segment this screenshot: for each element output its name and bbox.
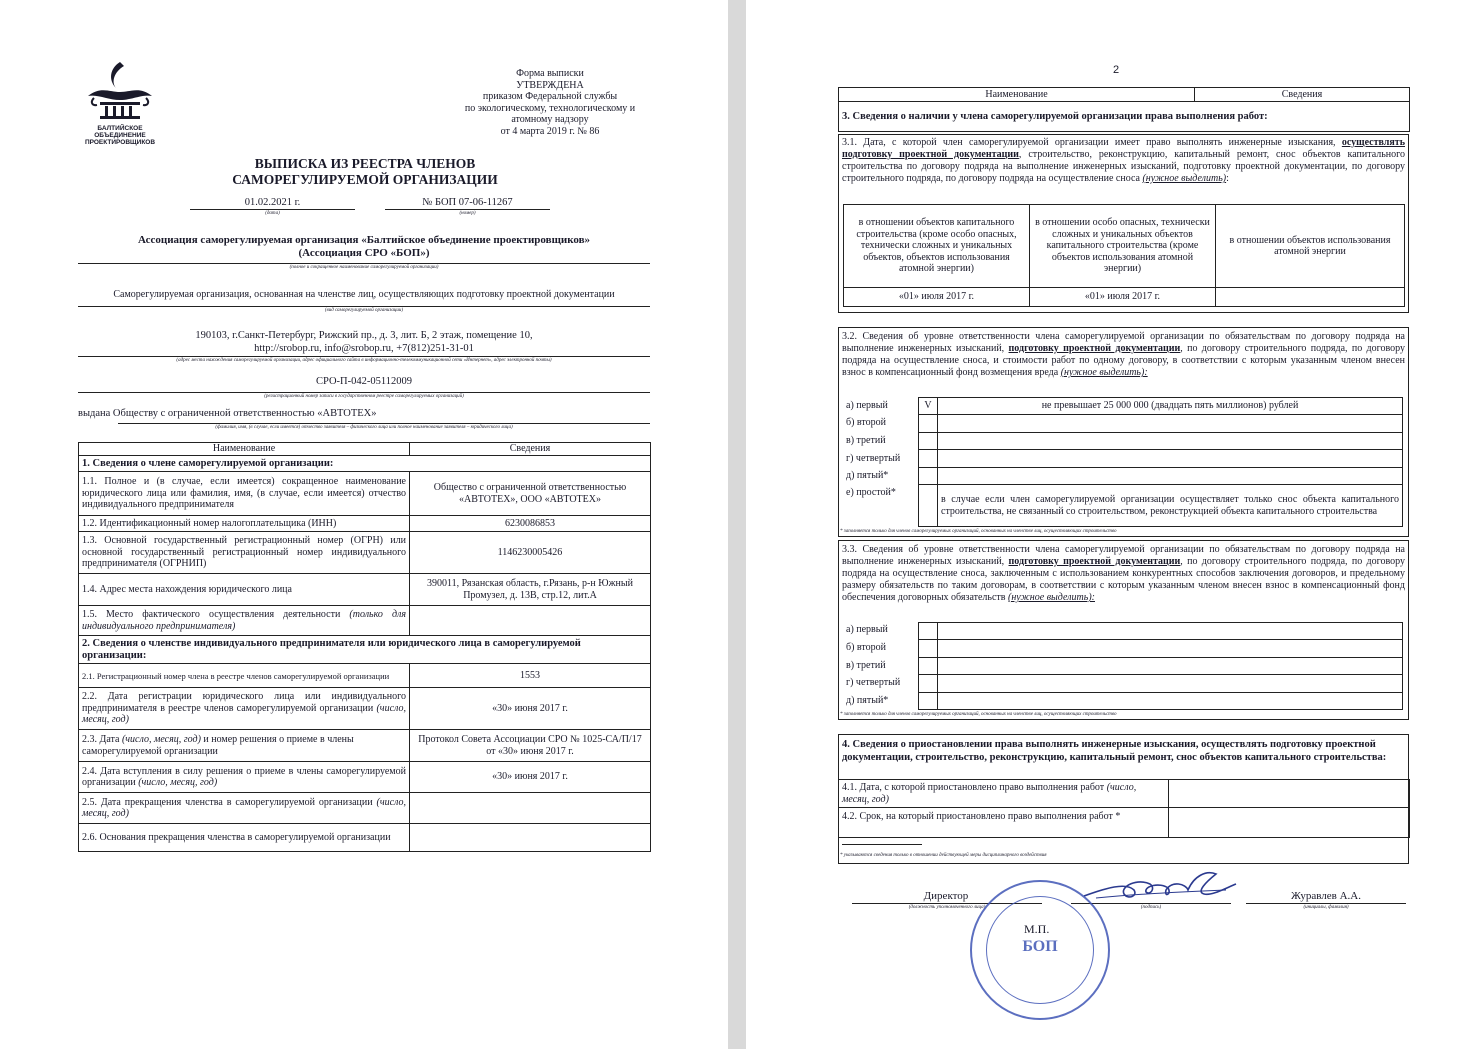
section-title: 3. Сведения о наличии у члена саморегулируемой организации права выполнения работ:	[839, 102, 1410, 132]
logo	[80, 58, 160, 152]
page-two	[746, 0, 1484, 1049]
row-value	[1169, 780, 1410, 808]
row-value	[1169, 808, 1410, 838]
paragraph-text: 3.3. Сведения об уровне ответственности члена саморегулируемой организации по обязательствам по договору подряда на выполнение инженерных изысканий,	[842, 544, 1405, 567]
form-approval	[440, 68, 660, 137]
row-label-text: 2.3. Дата	[82, 734, 120, 745]
row-value: 390011, Рязанская область, г.Рязань, р-н Южный Промузел, д. 13В, стр.12, лит.А	[410, 574, 651, 606]
level-option: е) простой*	[846, 487, 896, 498]
level-value	[938, 623, 1403, 640]
level-mark: V	[919, 398, 938, 415]
level-mark	[919, 415, 938, 433]
level-value	[938, 415, 1403, 433]
paragraph-text: , по договору строительного подряда, по договору подряда на осуществление сноса, заключенным с использованием конкурентных способов заключения договоров, и предельному размеру обязательств по таким договорам, в соответствии с которым указанным членом внесен взнос в компенсационный фонд обеспечения договорных обязательств	[842, 556, 1406, 603]
issued-to-name: Обществу с ограниченной ответственностью «АВТОТЕХ»	[112, 408, 377, 419]
table-row	[79, 793, 651, 824]
row-label-text: и номер решения о приеме в члены саморегулируемой организации	[82, 734, 354, 757]
table-row	[79, 664, 651, 688]
organization-type-caption: (вид саморегулируемой организации)	[324, 308, 404, 313]
level-value	[938, 450, 1403, 468]
issue-date: 01.02.2021 г.	[244, 197, 301, 208]
contract-level-table	[918, 622, 1403, 710]
row-label	[79, 762, 410, 793]
level-mark	[919, 450, 938, 468]
paragraph-text: 3.1. Дата, с которой член саморегулируемой организации имеет право выполнять инженерные изыскания,	[842, 137, 1336, 148]
row-value	[410, 824, 651, 852]
highlighted-text: осуществлять подготовку проектной документации	[842, 137, 1406, 160]
column-header: Сведения	[410, 443, 651, 456]
seal-center-text: БОП	[1022, 938, 1058, 955]
table-row	[79, 824, 651, 852]
row-label-text: 2.2. Дата регистрации юридического лица или индивидуального предпринимателя в реестре членов саморегулируемой организации	[82, 691, 406, 714]
signature-caption: (подпись)	[1140, 905, 1162, 910]
level-table	[918, 397, 1403, 527]
row-label: 1.1. Полное и (в случае, если имеется) сокращенное наименование юридического лица или фамилия, имя, (в случае, если имеется) отчество индивидуального предпринимателя	[79, 472, 410, 516]
row-label: 1.3. Основной государственный регистрационный номер (ОГРН) или основной государственный регистрационный номер индивидуального предпринимателя (ОГРНИП)	[79, 532, 410, 574]
highlighted-text: подготовку проектной документации	[1008, 556, 1181, 567]
address-caption: (адрес места нахождения саморегулируемой организации, адрес официального сайта в информационно-телекоммуникационной сети «Интернет», адрес электронной почты)	[176, 358, 552, 363]
row-label: 2.1. Регистрационный номер члена в реестре членов саморегулируемой организации	[79, 664, 410, 688]
row-label: 1.4. Адрес места нахождения юридического лица	[79, 574, 410, 606]
column-header: Наименование	[839, 88, 1195, 102]
row-value: «30» июня 2017 г.	[410, 688, 651, 730]
rights-category: в отношении объектов использования атомной энергии	[1216, 205, 1405, 288]
section-3-3-text	[842, 544, 1405, 604]
rights-table	[838, 87, 1410, 132]
level-option: д) пятый*	[846, 470, 889, 481]
row-label	[79, 688, 410, 730]
table-row	[79, 762, 651, 793]
level-value: в случае если член саморегулируемой организации осуществляет только снос объекта капитального строительства, не связанный со строительством, реконструкцией объекта капитального строительства	[938, 485, 1403, 527]
level-option: б) второй	[846, 417, 886, 428]
column-header: Сведения	[1195, 88, 1410, 102]
issued-to-caption: (фамилия, имя, (в случае, если имеется) отчество заявителя – физического лица или полное наименование заявителя – юридического лица)	[215, 425, 513, 430]
row-label-note: (число, месяц, год)	[138, 777, 218, 788]
row-label	[79, 730, 410, 762]
signatory-name-caption: (инициалы, фамилия)	[1303, 905, 1349, 910]
form-line: по экологическому, технологическому и	[464, 102, 636, 114]
level-option: а) первый	[846, 400, 888, 411]
row-label-text: 1.5. Место фактического осуществления деятельности	[82, 609, 341, 620]
level-value	[938, 675, 1403, 693]
form-line: приказом Федеральной службы	[482, 91, 618, 102]
row-label-note: (число, месяц, год)	[82, 702, 406, 726]
row-value: «30» июня 2017 г.	[410, 762, 651, 793]
row-label: 2.6. Основания прекращения членства в саморегулируемой организации	[79, 824, 410, 852]
level-option: в) третий	[846, 435, 886, 446]
row-label-note: (число, месяц, год)	[842, 782, 1137, 805]
section-title: 4. Сведения о приостановлении права выполнять инженерные изыскания, осуществлять подготовку проектной документации, строительство, реконструкцию, капитальный ремонт, снос объектов капитального строительства:	[842, 739, 1387, 763]
row-label-note: (только для индивидуального предпринимателя)	[82, 609, 407, 632]
level-option: г) четвертый	[846, 453, 901, 464]
paragraph-note: (нужное выделить):	[1060, 367, 1148, 378]
suspension-table	[838, 779, 1410, 838]
logo-text: БАЛТИЙСКОЕ ОБЪЕДИНЕНИЕ ПРОЕКТИРОВЩИКОВ	[84, 125, 156, 146]
form-line: УТВЕРЖДЕНА	[516, 79, 584, 91]
level-value	[938, 640, 1403, 658]
issue-date-caption: (дата)	[265, 211, 280, 216]
section-3-2-text	[842, 331, 1405, 379]
table-row	[79, 730, 651, 762]
row-value: 1146230005426	[410, 532, 651, 574]
level-value: не превышает 25 000 000 (двадцать пять миллионов) рублей	[938, 398, 1403, 415]
signatory-position-caption: (должность уполномоченного лица)	[908, 905, 986, 910]
level-mark	[919, 485, 938, 527]
row-value: 1553	[410, 664, 651, 688]
address-line: http://srobop.ru, info@srobop.ru, +7(812)251-31-01	[254, 343, 474, 354]
rights-date: «01» июля 2017 г.	[844, 288, 1030, 307]
form-line: от 4 марта 2019 г. № 86	[500, 125, 600, 137]
footnote: * заполняется только для членов саморегулируемых организаций, основанных на членстве лиц, осуществляющих строительство	[840, 712, 1117, 717]
form-line: Форма выписки	[516, 68, 584, 79]
section-title: 2. Сведения о членстве индивидуального предпринимателя или юридического лица в саморегулируемой организации:	[79, 636, 651, 664]
seal-mark-text: М.П.	[1024, 922, 1050, 936]
logo-emblem-icon	[80, 58, 160, 120]
level-value	[938, 693, 1403, 710]
row-value: Протокол Совета Ассоциации СРО № 1025-СА/П/17 от «30» июня 2017 г.	[410, 730, 651, 762]
row-value: 6230086853	[410, 516, 651, 532]
level-option: а) первый	[846, 624, 888, 635]
table-row	[79, 574, 651, 606]
table-row	[79, 516, 651, 532]
level-option: г) четвертый	[846, 677, 901, 688]
signatory-position: Директор	[923, 890, 969, 902]
level-mark	[919, 675, 938, 693]
row-value	[410, 793, 651, 824]
table-row	[79, 472, 651, 516]
paragraph-text: , по договору строительного подряда, по договору подряда на осуществление сноса, и стоимости работ по одному договору, в соответствии с которым указанным членом внесен взнос в компенсационный фонд возмещения вреда	[842, 343, 1406, 378]
row-label	[839, 780, 1169, 808]
organization-name	[78, 234, 650, 260]
handwritten-signature-icon	[1076, 868, 1246, 908]
level-value	[938, 433, 1403, 450]
level-mark	[919, 640, 938, 658]
row-label-text: 2.4. Дата вступления в силу решения о приеме в члены саморегулируемой организации	[82, 765, 406, 788]
issued-to	[78, 408, 650, 419]
row-label	[79, 793, 410, 824]
row-label-text: 4.1. Дата, с которой приостановлено право выполнения работ	[842, 782, 1105, 793]
registry-number-caption: (регистрационный номер записи в государственном реестре саморегулируемых организаций)	[264, 394, 464, 399]
paragraph-text: 3.2. Сведения об уровне ответственности члена саморегулируемой организации по обязательствам по договору подряда на выполнение инженерных изысканий,	[842, 331, 1405, 354]
table-row	[79, 688, 651, 730]
highlighted-text: подготовку проектной документации	[1008, 343, 1181, 354]
row-label	[79, 606, 410, 636]
section-3-1-text: 3.1. Дата, с которой член саморегулируемой организации имеет право выполнять инженерные изыскания, осуществлять подготовку проектной документации, строительство, реконструкцию, капитальный ремонт, снос объектов капитального строительства по договору подряда на выполнение инженерных изысканий, подготовку проектной документации, по договору строительного подряда, по договору подряда на осуществление сноса (нужное выделить):	[842, 137, 1406, 184]
document-number: № БОП 07-06-11267	[422, 197, 513, 208]
page-one	[0, 0, 728, 1049]
footnote: * указываются сведения только в отношении действующей меры дисциплинарного воздействия	[840, 853, 1047, 858]
rights-dates-table	[843, 204, 1405, 307]
address-line: 190103, г.Санкт-Петербург, Рижский пр., д. 3, лит. Б, 2 этаж, помещение 10,	[195, 330, 533, 341]
paragraph-note: (нужное выделить):	[1008, 592, 1095, 603]
organization-type: Саморегулируемая организация, основанная на членстве лиц, осуществляющих подготовку проектной документации	[113, 289, 615, 300]
page-number: 2	[1112, 64, 1120, 76]
row-label-note: (число, месяц, год)	[82, 796, 407, 819]
level-mark	[919, 468, 938, 485]
row-label: 4.2. Срок, на который приостановлено право выполнения работ *	[839, 808, 1169, 838]
registry-number: СРО-П-042-05112009	[316, 376, 412, 387]
issued-prefix: выдана	[78, 408, 111, 419]
rights-date	[1216, 288, 1405, 307]
row-label: 1.2. Идентификационный номер налогоплательщика (ИНН)	[79, 516, 410, 532]
title-line: САМОРЕГУЛИРУЕМОЙ ОРГАНИЗАЦИИ	[232, 172, 498, 187]
form-line: атомному надзору	[511, 114, 589, 125]
organization-address	[78, 329, 650, 355]
paragraph-note: (нужное выделить)	[1142, 173, 1227, 184]
level-option: д) пятый*	[846, 695, 889, 706]
row-label-note: (число, месяц, год)	[121, 734, 201, 745]
level-option: в) третий	[846, 660, 886, 671]
signatory-name: Журавлев А.А.	[1291, 890, 1361, 902]
organization-caption: (полное и сокращенное наименование саморегулируемой организации)	[289, 265, 439, 270]
level-mark	[919, 433, 938, 450]
row-value	[410, 606, 651, 636]
level-value	[938, 468, 1403, 485]
paragraph-text: , строительство, реконструкцию, капитальный ремонт, снос объектов капитального строительства по договору подряда на выполнение инженерных изысканий, подготовку проектной документации, по договору строительного подряда, по договору подряда на осуществление сноса	[842, 149, 1405, 184]
level-value	[938, 658, 1403, 675]
member-info-table	[78, 442, 651, 852]
rights-category: в отношении объектов капитального строительства (кроме особо опасных, технически сложных и уникальных объектов, объектов использования атомной энергии)	[844, 205, 1030, 288]
org-line: (Ассоциация СРО «БОП»)	[298, 247, 430, 259]
table-row	[79, 532, 651, 574]
table-row	[79, 606, 651, 636]
org-line: Ассоциация саморегулируемая организация «Балтийское объединение проектировщиков»	[137, 234, 591, 246]
level-mark	[919, 693, 938, 710]
rights-category: в отношении особо опасных, технически сложных и уникальных объектов капитального строительства (кроме объектов использования атомной энергии)	[1030, 205, 1216, 288]
rights-date: «01» июля 2017 г.	[1030, 288, 1216, 307]
section-title: 1. Сведения о члене саморегулируемой организации:	[79, 456, 651, 472]
level-option: б) второй	[846, 642, 886, 653]
row-value: Общество с ограниченной ответственностью «АВТОТЕХ», ООО «АВТОТЕХ»	[410, 472, 651, 516]
row-label-text: 2.5. Дата прекращения членства в саморегулируемой организации	[82, 796, 373, 808]
document-title	[150, 156, 580, 188]
footnote: * заполняется только для членов саморегулируемых организаций, основанных на членстве лиц, осуществляющих строительство	[840, 529, 1117, 534]
level-mark	[919, 658, 938, 675]
document-number-caption: (номер)	[459, 211, 476, 216]
title-line: ВЫПИСКА ИЗ РЕЕСТРА ЧЛЕНОВ	[254, 156, 476, 171]
level-mark	[919, 623, 938, 640]
column-header: Наименование	[79, 443, 410, 456]
